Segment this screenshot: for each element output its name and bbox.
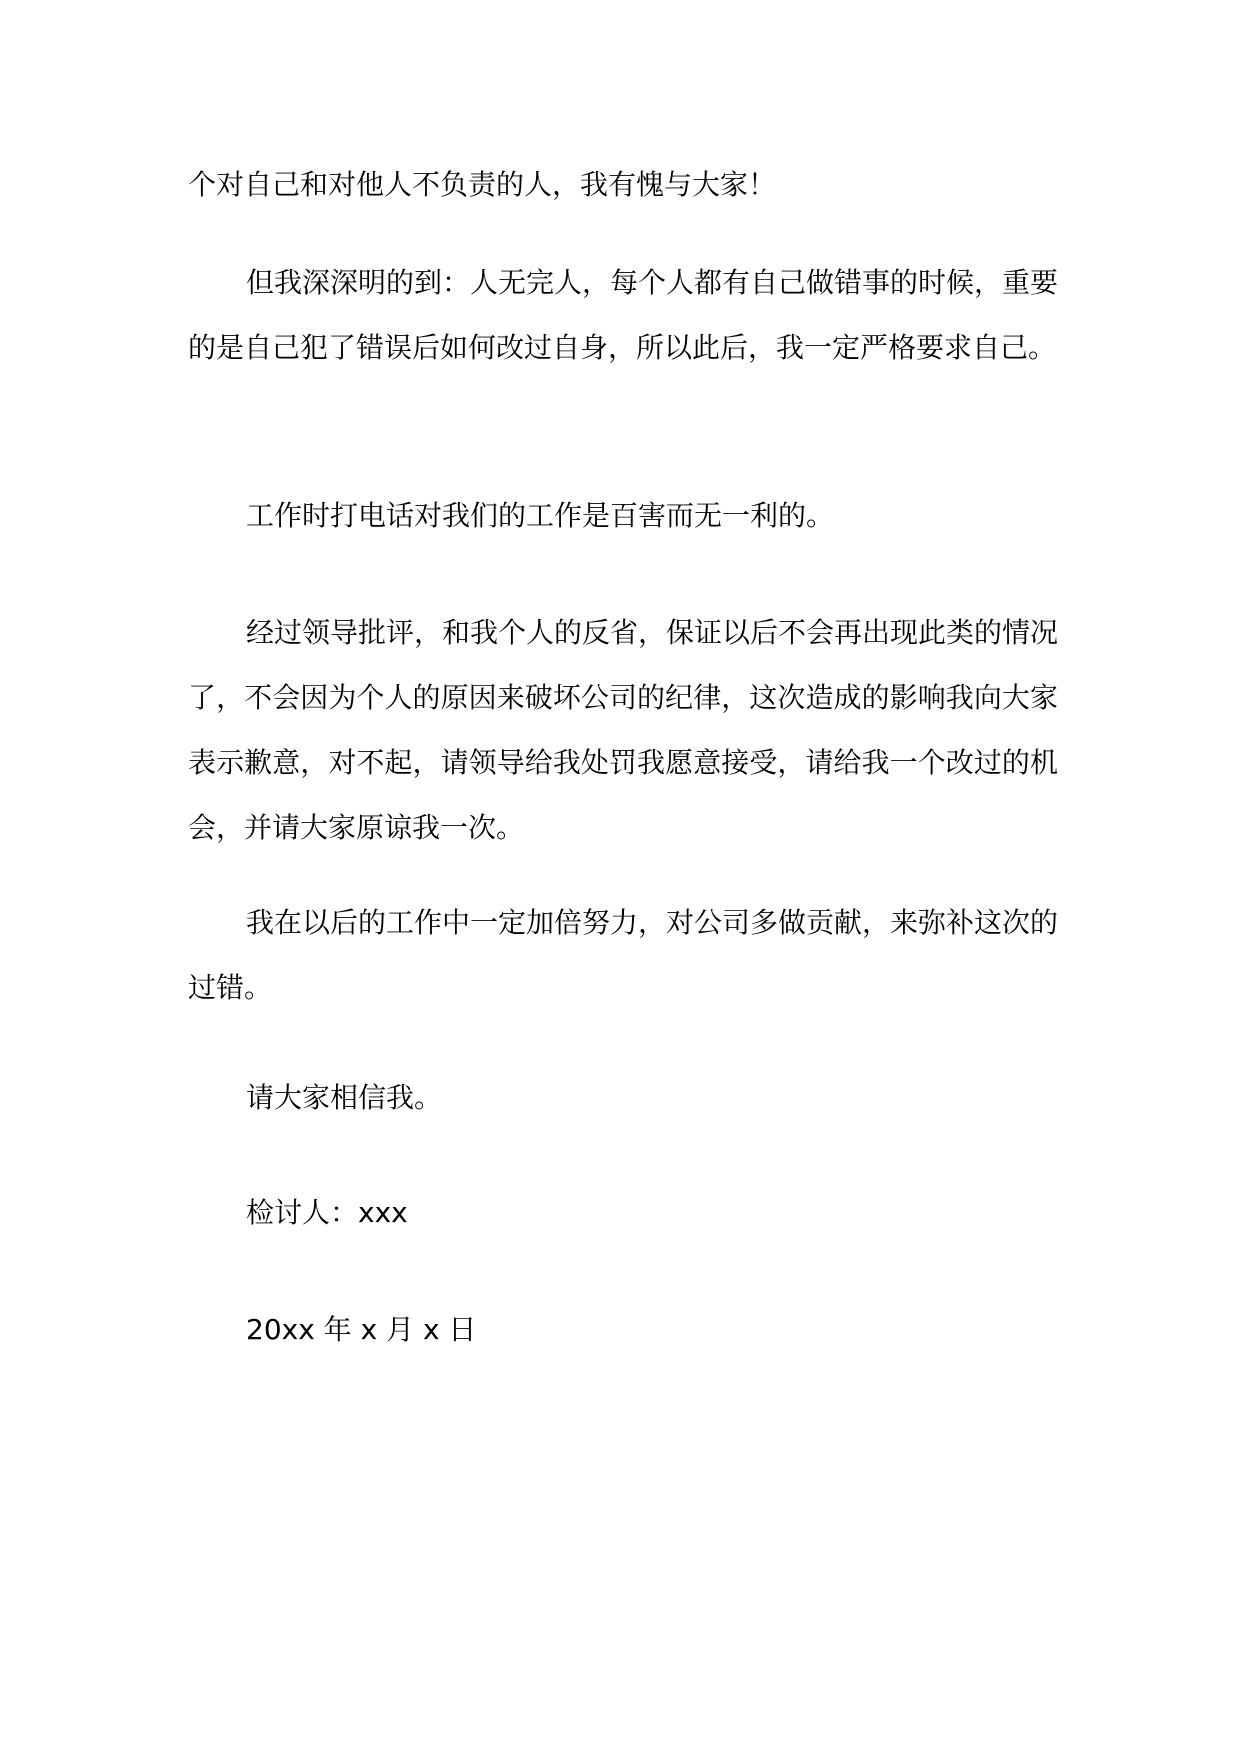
paragraph-apology: 经过领导批评，和我个人的反省，保证以后不会再出现此类的情况了，不会因为个人的原因来破坏公司的纪律，这次造成的影响我向大家表示歉意，对不起，请领导给我处罚我愿意接受，请给我一个改过的机会，并请大家原谅我一次。: [188, 616, 1059, 844]
paragraph-continuation: 个对自己和对他人不负责的人，我有愧与大家！: [188, 168, 777, 201]
paragraph-phone-calls: 工作时打电话对我们的工作是百害而无一利的。: [246, 499, 835, 532]
paragraph-no-one-is-perfect: 但我深深明的到：人无完人，每个人都有自己做错事的时候，重要的是自己犯了错误后如何改过自身，所以此后，我一定严格要求自己。: [188, 266, 1059, 364]
date-line: 20xx 年 x 月 x 日: [246, 1313, 477, 1346]
paragraph-commitment: 我在以后的工作中一定加倍努力，对公司多做贡献，来弥补这次的过错。: [188, 906, 1059, 1004]
signature-line: 检讨人：xxx: [246, 1196, 408, 1229]
paragraph-trust-me: 请大家相信我。: [246, 1081, 443, 1114]
